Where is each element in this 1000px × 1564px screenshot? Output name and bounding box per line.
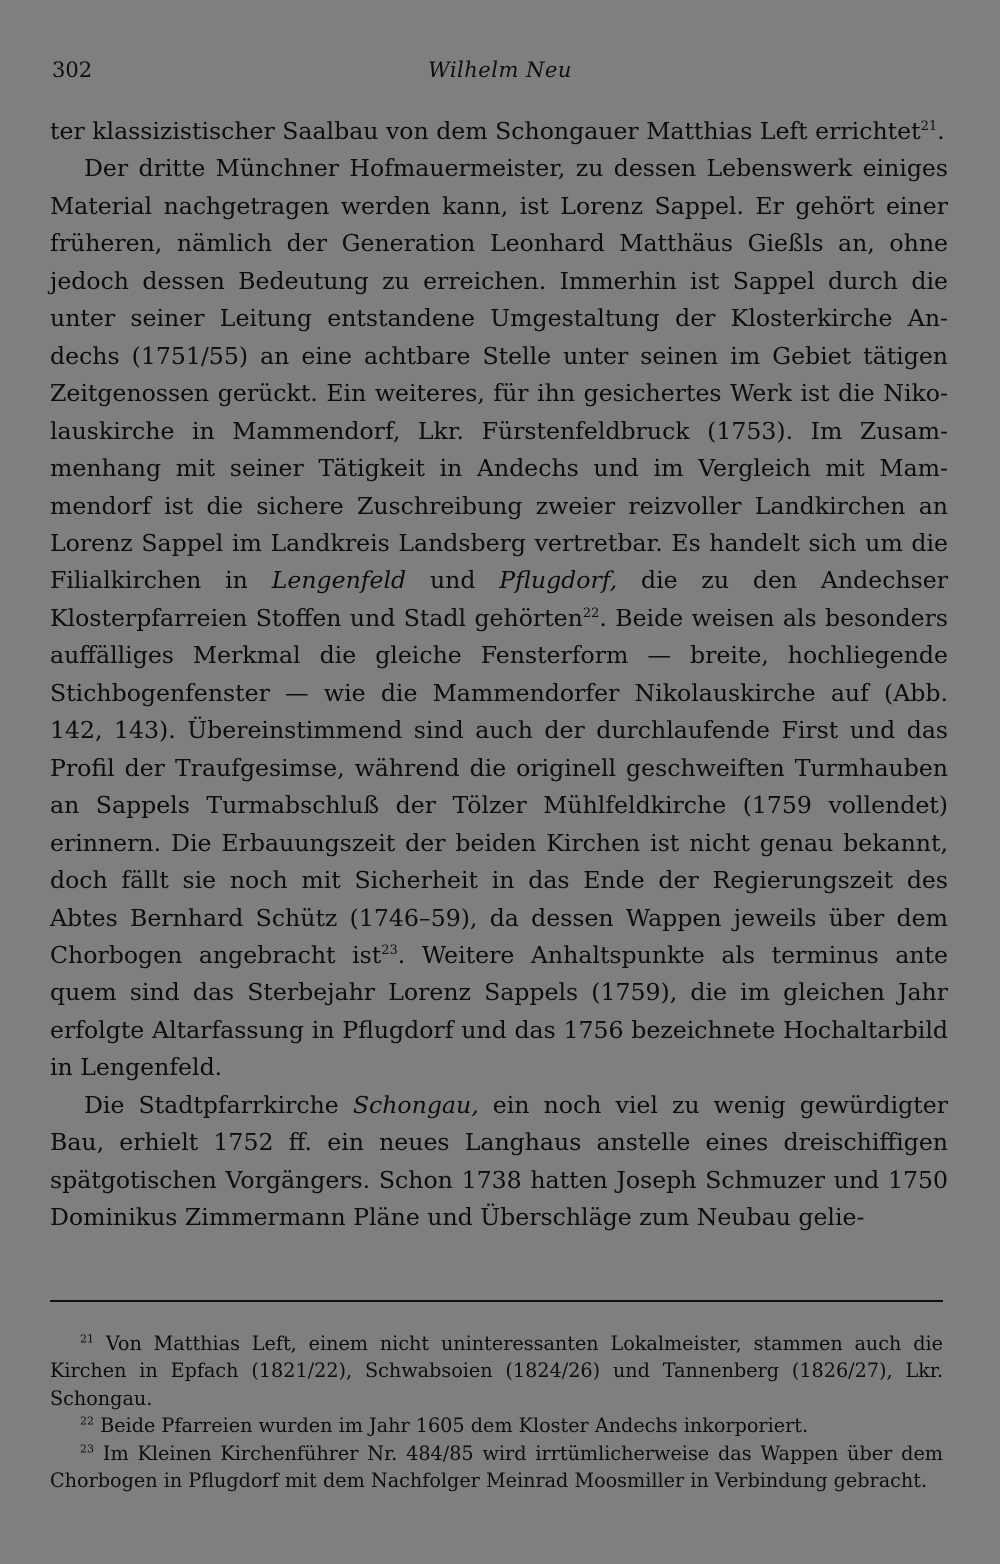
paragraph-3-text-b: ein noch viel zu wenig gewürdigter Bau, erhielt 1752 ff. ein neues Langhaus anstelle eines dreischiffigen spätgotischen Vorgängers. Schon 1738 hatten Joseph Schmuzer und 1750 Dominikus Zimmermann Pläne und Überschläge zum Neubau gelie- [50,1090,948,1232]
paragraph-2-text-d: . Beide weisen als besonders auffälliges Merkmal die gleiche Fensterform — breite, hochliegende Stichbogenfenster — wie die Mammendorfer Nikolauskirche auf (Abb. 142, 143). Übereinstimmend sind auch der durchlaufende First und das Profil der Traufgesimse, während die originell geschweiften Turmhauben an Sappels Turmabschluß der Tölzer Mühlfeldkirche (1759 vollendet) erinnern. Die Erbauungszeit der beiden Kirchen ist nicht genau bekannt, doch fällt sie noch mit Sicherheit in das Ende der Regierungszeit des Abtes Bernhard Schütz (1746–59), da dessen Wappen jeweils über dem Chorbogen angebracht ist [50,603,948,969]
paragraph-1-text: ter klassizistischer Saalbau von dem Schongauer Matthias Left errichtet [50,117,921,145]
paragraph-2-text-c: die zu den Andechser Klosterpfarreien Stoffen und Stadl gehörten [50,566,948,632]
footnote-21 [50,1330,943,1412]
footnote-23 [50,1440,943,1495]
place-schongau: Schongau, [352,1090,479,1119]
paragraph-2-text-a: Der dritte Münchner Hofmauermeister, zu dessen Lebenswerk einiges Material nachgetragen werden kann, ist Lorenz Sappel. Er gehört einer früheren, nämlich der Generation Leonhard Matthäus Gießls an, ohne jedoch dessen Bedeutung zu erreichen. Immerhin ist Sappel durch die unter seiner Leitung entstandene Umgestaltung der Klosterkirche Andechs (1751/55) an eine achtbare Stelle unter seinen im Gebiet tätigen Zeitgenossen gerückt. Ein weiteres, für ihn gesichertes Werk ist die Nikolauskirche in Mammendorf, Lkr. Fürstenfeldbruck (1753). Im Zusammenhang mit seiner Tätigkeit in Andechs und im Vergleich mit Mammendorf ist die sichere Zuschreibung zweier reizvoller Landkirchen an Lorenz Sappel im Landkreis Landsberg vertretbar. Es handelt sich um die Filialkirchen in [50,154,948,595]
footnote-divider [50,1300,943,1302]
footnote-22 [50,1412,943,1439]
place-lengenfeld: Lengenfeld [271,566,407,595]
footnote-number: 21 [80,1332,94,1346]
footnote-number: 23 [80,1442,94,1456]
paragraph-2-text-b: und [406,566,500,595]
footnote-number: 22 [80,1414,94,1428]
paragraph-3 [50,1087,948,1237]
paragraph-1-end: . [937,117,945,145]
footnotes [50,1330,943,1494]
footnote-ref-21: 21 [920,119,938,135]
footnote-ref-22: 22 [582,606,600,622]
paragraph-1 [50,113,948,150]
footnote-text: Von Matthias Left, einem nicht uninteressanten Lokalmeister, stammen auch die Kirchen in Epfach (1821/22), Schwabsoien (1824/26) und Tannenberg (1826/27), Lkr. Schongau. [50,1332,943,1410]
footnote-text: Im Kleinen Kirchenführer Nr. 484/85 wird irrtümlicherweise das Wappen über dem Chorbogen in Pflugdorf mit dem Nachfolger Meinrad Moosmiller in Verbindung gebracht. [50,1441,943,1493]
paragraph-3-text-a: Die Stadtpfarrkirche [84,1090,353,1119]
footnote-text: Beide Pfarreien wurden im Jahr 1605 dem Kloster Andechs inkorporiert. [94,1414,809,1438]
running-head: Wilhelm Neu [428,58,572,82]
paragraph-2-text-e: . Weitere Anhaltspunkte als terminus ante quem sind das Sterbejahr Lorenz Sappels (1759), die im gleichen Jahr erfolgte Altarfassung in Pflugdorf und das 1756 bezeichnete Hochaltarbild in Lengenfeld. [50,940,948,1082]
page-header [52,58,948,88]
footnote-ref-23: 23 [381,943,398,959]
page-number: 302 [52,58,93,82]
place-pflugdorf: Pflugdorf, [499,566,618,595]
paragraph-2 [50,150,948,1086]
main-text [50,113,948,1237]
